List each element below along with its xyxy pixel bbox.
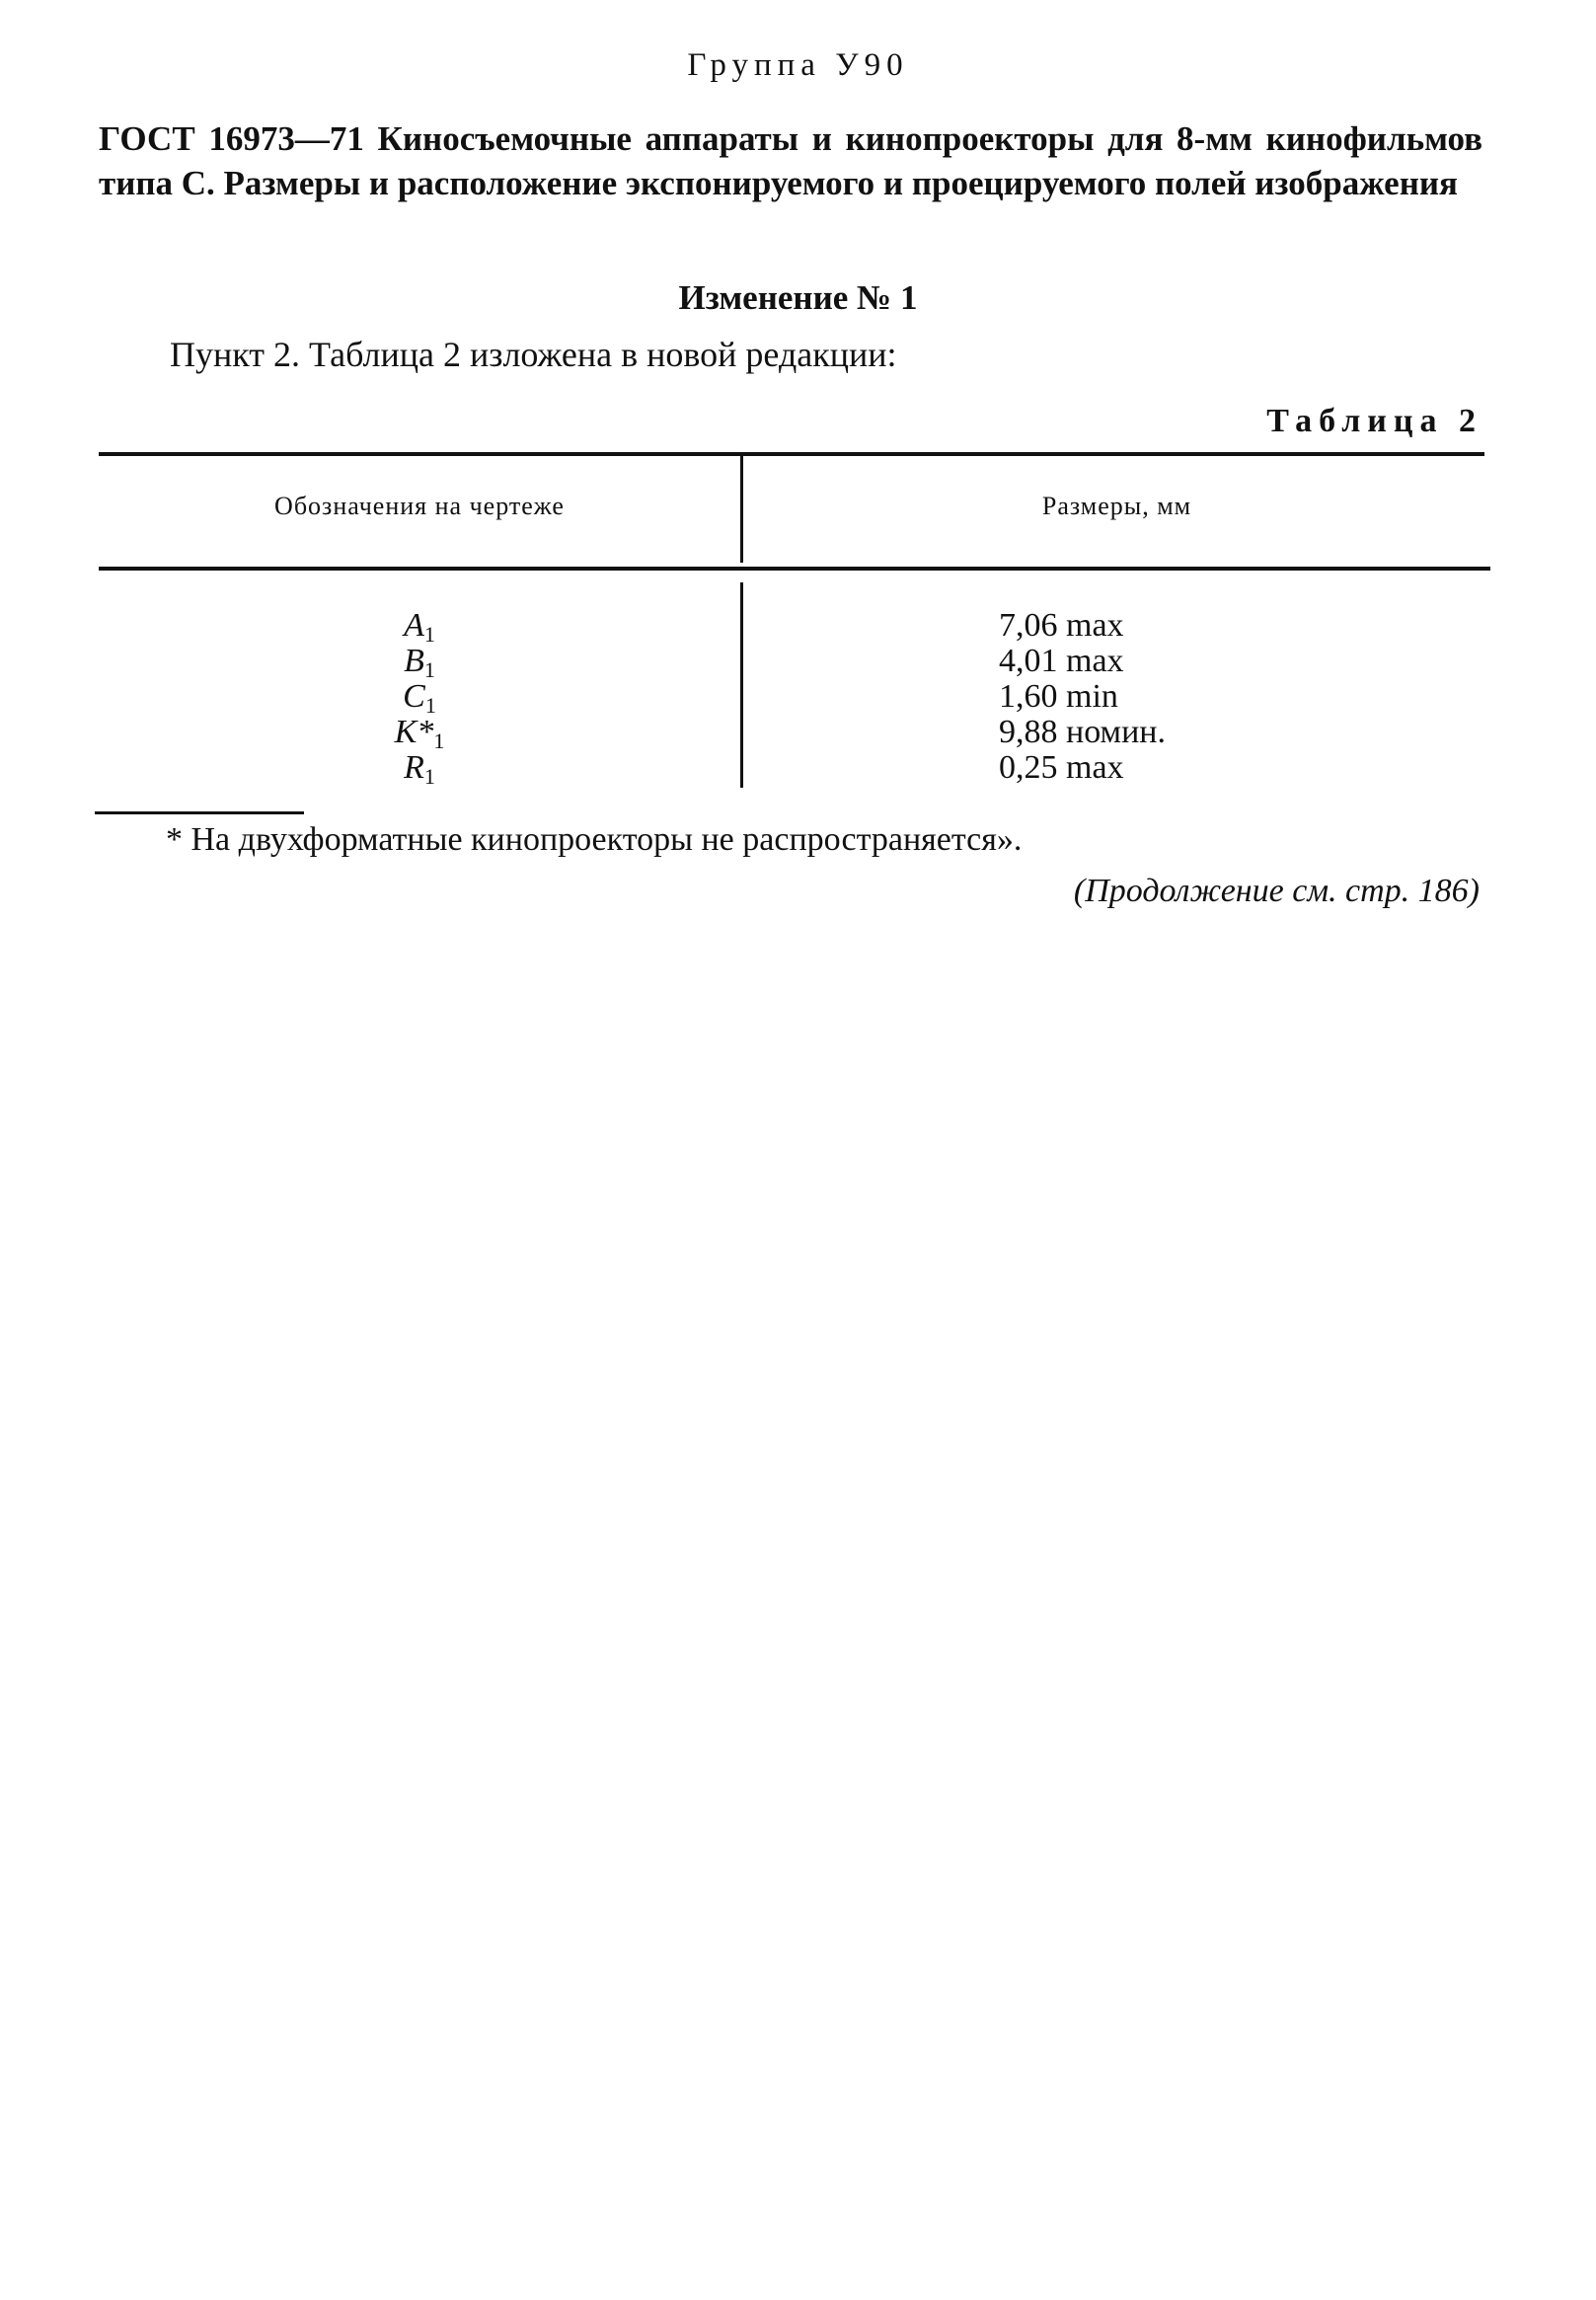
change-intro: Пункт 2. Таблица 2 изложена в новой редакции: <box>170 335 897 374</box>
table-caption: Таблица 2 <box>1266 403 1482 439</box>
table-row-symbol <box>99 607 740 647</box>
dimensions-column <box>999 608 1394 786</box>
table-header-rule <box>99 567 1490 571</box>
table-row-symbol <box>99 749 740 789</box>
document-title: ГОСТ 16973—71 Киносъемочные аппараты и кинопроекторы для 8-мм кинофильмов типа С. Размеры и расположение экспонируемого и проецируемого полей изображения <box>99 119 1482 202</box>
symbol-letter: A <box>404 607 424 644</box>
table-row-value: 4,01 max <box>999 643 1124 679</box>
table-row-value: 9,88 номин. <box>999 714 1166 750</box>
group-code: Группа У90 <box>687 47 909 83</box>
table-row-value: 0,25 max <box>999 749 1124 786</box>
footnote: * На двухформатные кинопроекторы не распространяется». <box>166 821 1023 858</box>
symbol-subscript: 1 <box>423 764 435 789</box>
symbol-letter: C <box>403 678 425 715</box>
table-row-symbol <box>99 678 740 718</box>
column-header-dimensions: Размеры, мм <box>1041 492 1192 520</box>
symbol-subscript: 1 <box>423 657 435 682</box>
table-row-value: 7,06 max <box>999 607 1124 644</box>
symbol-subscript: 1 <box>424 693 436 718</box>
symbol-letter: B <box>404 643 424 679</box>
column-header-designation: Обозначения на чертеже <box>274 492 565 520</box>
symbol-letter: R <box>404 749 424 786</box>
symbol-letter: K* <box>394 714 434 750</box>
footnote-rule <box>95 811 304 814</box>
table-row-symbol <box>99 714 740 753</box>
symbol-subscript: 1 <box>423 622 435 647</box>
table-row-value: 1,60 min <box>999 678 1118 715</box>
table-body-divider <box>740 582 743 788</box>
continuation-note: (Продолжение см. стр. 186) <box>1073 873 1480 909</box>
table-top-rule <box>99 452 1484 456</box>
table-row-symbol <box>99 643 740 682</box>
symbol-subscript: 1 <box>433 728 445 753</box>
change-title: Изменение № 1 <box>678 278 918 317</box>
designation-column <box>99 607 740 789</box>
